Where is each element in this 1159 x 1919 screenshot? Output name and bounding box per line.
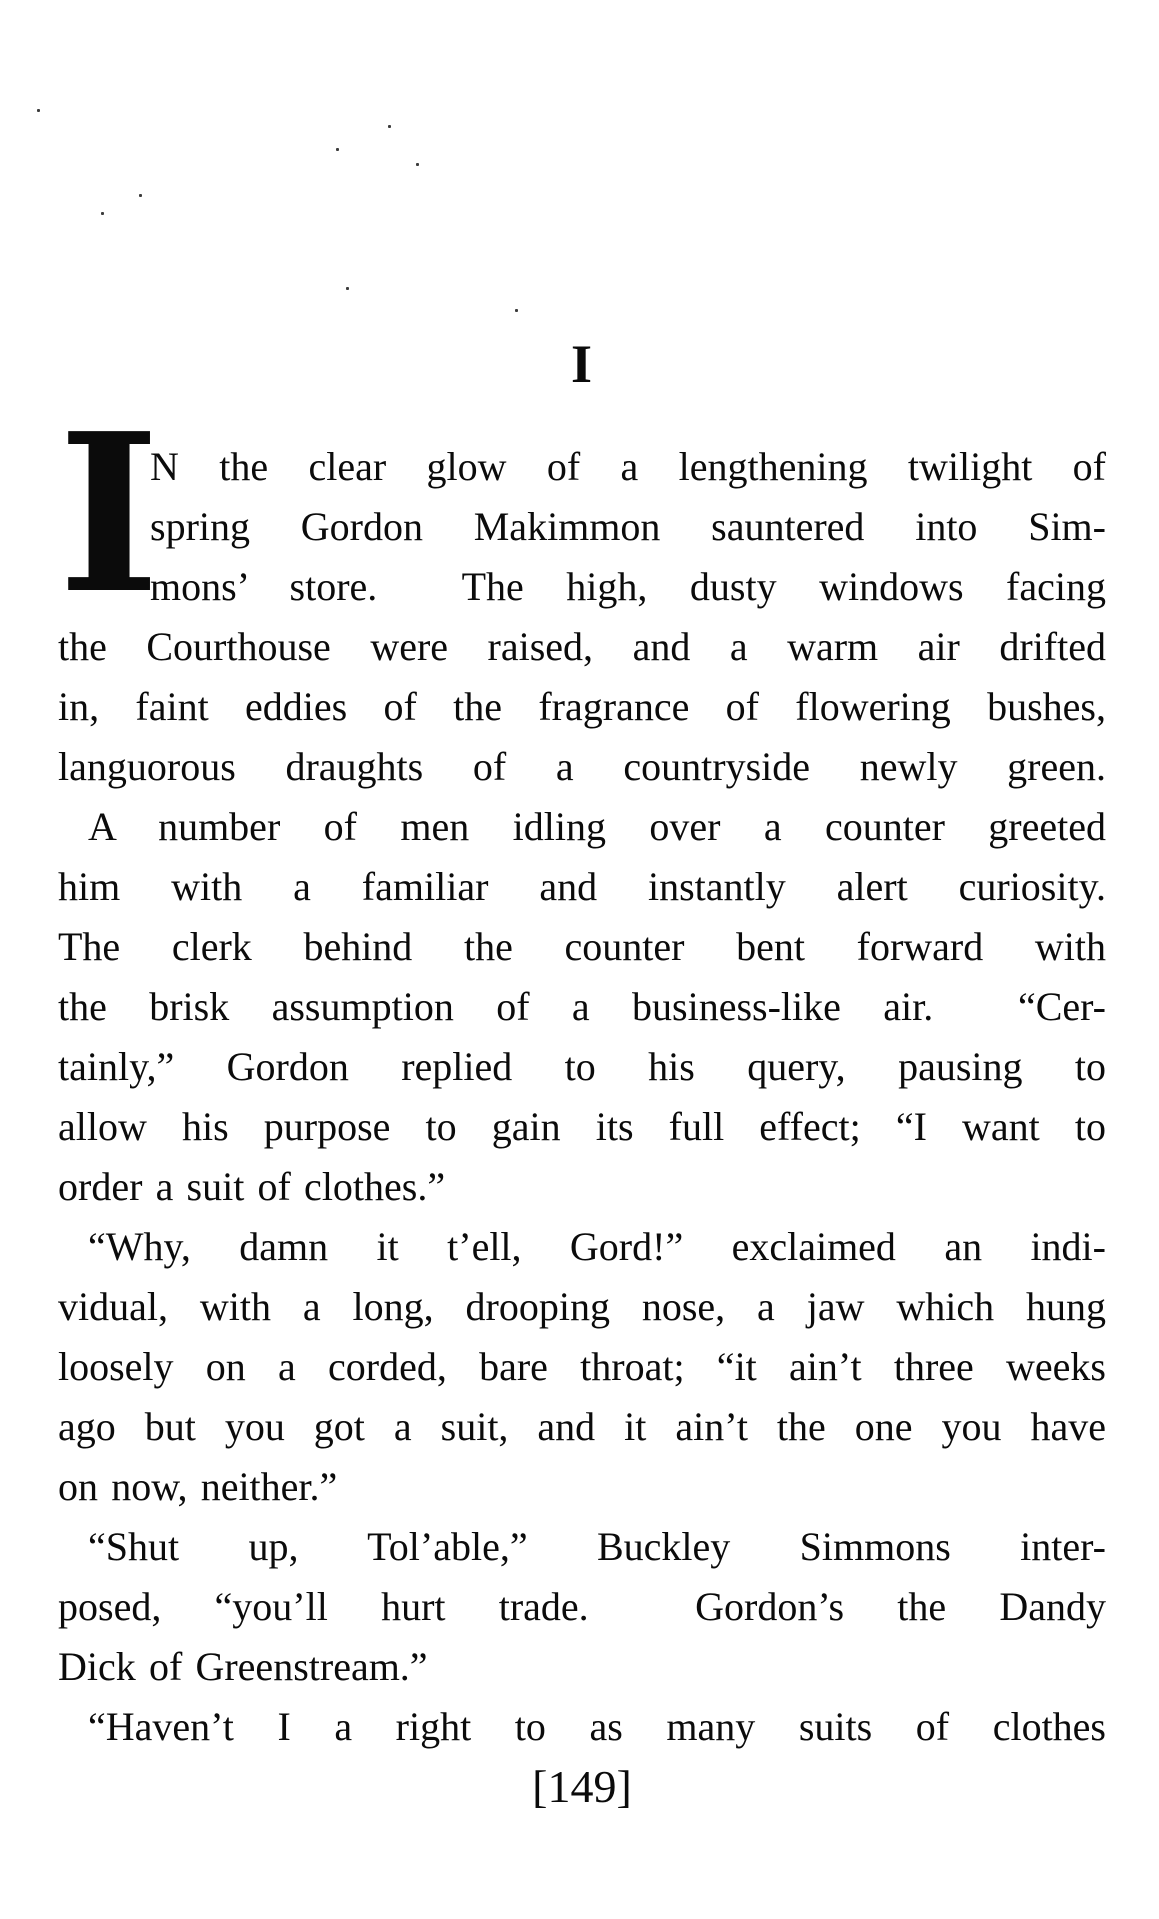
drop-cap-letter: I	[58, 386, 160, 642]
paragraph	[58, 386, 1106, 797]
text-line: languorous draughts of a countryside newly green.	[58, 744, 1106, 789]
text-line: The clerk behind the counter bent forward with	[58, 924, 1106, 969]
text-line: tainly,” Gordon replied to his query, pausing to	[58, 1044, 1106, 1089]
scan-speck	[139, 194, 142, 197]
paragraph	[58, 1697, 1106, 1757]
text-line: N the clear glow of a lengthening twilight of	[150, 444, 1106, 489]
text-line: “Shut up, Tol’able,” Buckley Simmons inter-	[88, 1524, 1106, 1569]
text-line: ago but you got a suit, and it ain’t the one you have	[58, 1404, 1106, 1449]
text-line: him with a familiar and instantly alert curiosity.	[58, 864, 1106, 909]
text-block	[58, 386, 1106, 1757]
text-line: A number of men idling over a counter greeted	[88, 804, 1106, 849]
text-line: the Courthouse were raised, and a warm air drifted	[58, 624, 1106, 669]
scan-speck	[388, 125, 391, 128]
text-line: spring Gordon Makimmon sauntered into Sim-	[150, 504, 1106, 549]
scan-speck	[346, 287, 349, 290]
text-line: vidual, with a long, drooping nose, a jaw which hung	[58, 1284, 1106, 1329]
text-line: posed, “you’ll hurt trade. Gordon’s the Dandy	[58, 1584, 1106, 1629]
page-number-row	[58, 1757, 1106, 1817]
text-line: allow his purpose to gain its full effect; “I want to	[58, 1104, 1106, 1149]
scan-speck	[101, 212, 104, 215]
paragraph	[58, 1517, 1106, 1697]
paragraph	[58, 1217, 1106, 1517]
text-line: mons’ store. The high, dusty windows facing	[150, 564, 1106, 609]
text-line: in, faint eddies of the fragrance of flowering bushes,	[58, 684, 1106, 729]
chapter-heading: I	[570, 334, 593, 394]
scan-speck	[416, 163, 419, 166]
text-line: the brisk assumption of a business-like air. “Cer-	[58, 984, 1106, 1029]
scan-speck	[37, 109, 40, 112]
scan-speck	[515, 309, 518, 312]
text-line: loosely on a corded, bare throat; “it ain’t three weeks	[58, 1344, 1106, 1389]
text-line: “Why, damn it t’ell, Gord!” exclaimed an indi-	[88, 1224, 1106, 1269]
scan-speck	[336, 148, 339, 151]
page-number: [149]	[532, 1761, 632, 1812]
text-line: Dick of Greenstream.”	[58, 1644, 428, 1689]
text-line: order a suit of clothes.”	[58, 1164, 446, 1209]
paragraph	[58, 797, 1106, 1217]
text-line: on now, neither.”	[58, 1464, 338, 1509]
text-line: “Haven’t I a right to as many suits of clothes	[88, 1704, 1106, 1749]
